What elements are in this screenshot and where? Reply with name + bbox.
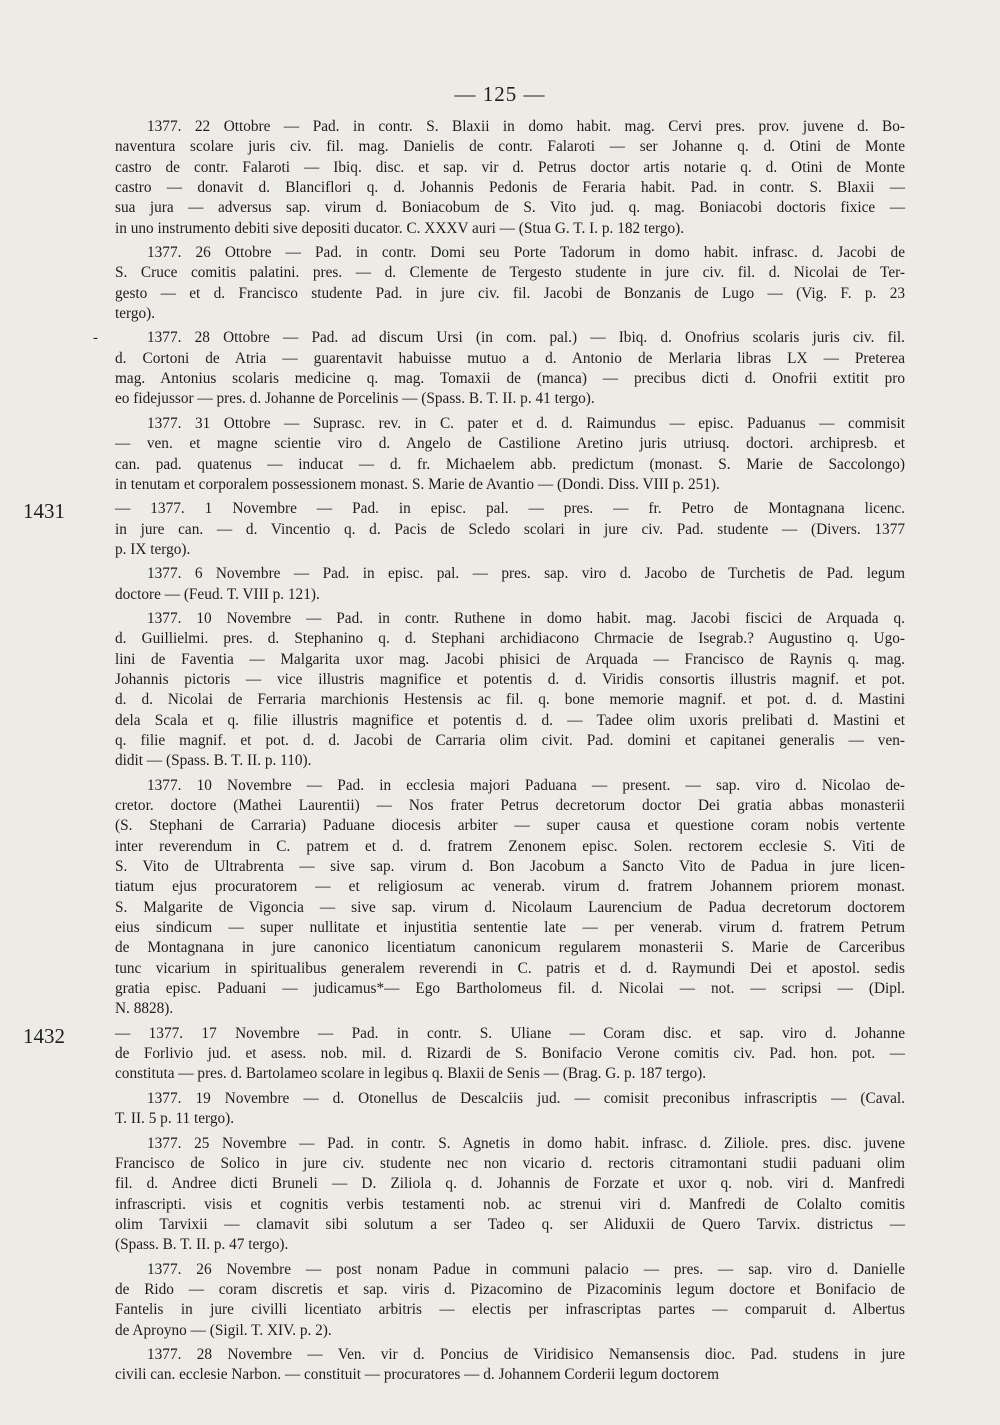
line-text: dela Scala et q. filie illustris magnifice et potentis d. d. — Tadee olim uxoris prelibati d. Mastini et (115, 711, 905, 729)
line-text: S. Vito de Ultrabrenta — sive sap. virum d. Bon Jacobum a Sancto Vito de Padua in jure licen- (115, 858, 905, 876)
text-line (115, 609, 905, 629)
line-text: — 1377. 1 Novembre — Pad. in episc. pal. — pres. — fr. Petro de Montagnana licenc. (115, 500, 905, 518)
line-text: in tenutam et corporalem possessionem monast. S. Marie de Avantio — (Dondi. Diss. VIII p. 251). (115, 475, 720, 493)
line-text: (S. Stephani de Carraria) Paduane diocesis arbiter — super causa et questione coram nobis vertente (115, 817, 905, 835)
text-line (115, 918, 905, 938)
text-line (115, 857, 905, 877)
line-text: 1377. 10 Novembre — Pad. in contr. Ruthene in domo habit. mag. Jacobi fiscici de Arquada q. (147, 609, 905, 627)
line-text: castro — donavit d. Blanciflori q. d. Johannis Pedonis de Feraria habit. Pad. in contr. S. Blaxii — (115, 179, 905, 197)
text-line (115, 1215, 905, 1235)
line-text: d. Guillielmi. pres. d. Stephanino q. d. Stephani archidiacono Chrmacie de Isegrab.? Augustino q. Ugo- (115, 630, 905, 648)
line-text: tergo). (115, 305, 156, 323)
text-line (115, 731, 905, 751)
line-text: — 1377. 17 Novembre — Pad. in contr. S. Uliane — Coram disc. et sap. viro d. Johanne (115, 1024, 905, 1042)
line-text: mag. Antonius scolaris medicine q. mag. Tomaxii de (manca) — precibus dicti d. Onofrii extitit pro (115, 370, 905, 388)
text-line (115, 455, 905, 475)
text-line (115, 414, 905, 434)
line-text: eo fidejussor — pres. d. Johanne de Porcelinis — (Spass. B. T. II. p. 41 tergo). (115, 390, 595, 408)
text-line (115, 540, 905, 560)
text-line (115, 1235, 905, 1255)
line-text: inter reverendum in C. patrem et d. d. fratrem Zenonem episc. Solen. rectorem ecclesie S. Viti de (115, 837, 905, 855)
text-line (115, 898, 905, 918)
line-text: didit — (Spass. B. T. II. p. 110). (115, 752, 312, 770)
text-line (115, 816, 905, 836)
line-text: N. 8828). (115, 1000, 174, 1018)
line-text: in jure can. — d. Vincentio q. d. Pacis de Scledo scolari in jure civ. Pad. studente — (Divers. 1377 (115, 520, 905, 538)
line-text: 1377. 25 Novembre — Pad. in contr. S. Agnetis in domo habit. infrasc. d. Ziliole. pres. disc. juvene (147, 1134, 905, 1152)
line-text: de Aproyno — (Sigil. T. XIV. p. 2). (115, 1321, 332, 1339)
text-line (115, 1345, 905, 1365)
line-text: eius sindicum — super nullitate et injustitia sententie late — per venerab. virum d. fratrem Petrum (115, 919, 905, 937)
text-line (115, 711, 905, 731)
line-text: 1377. 26 Ottobre — Pad. in contr. Domi seu Porte Tadorum in domo habit. infrasc. d. Jacobi de (147, 244, 905, 262)
text-line (23, 1023, 905, 1048)
text-line (115, 938, 905, 958)
line-text: de Rido — coram discretis et sap. viris d. Pizacomino de Pizacominis legum doctore et Bonifacio de (115, 1280, 905, 1298)
line-text: tunc vicarium in spiritualibus generalem reverendi in C. patris et d. d. Raymundi Dei et apostol. sedis (115, 959, 905, 977)
line-text: T. II. 5 p. 11 tergo). (115, 1110, 235, 1128)
text-line (115, 1064, 905, 1084)
text-line (115, 304, 905, 324)
line-text: doctore — (Feud. T. VIII p. 121). (115, 585, 320, 603)
text-line (115, 243, 905, 263)
line-text: cretor. doctore (Mathei Laurentii) — Nos frater Petrus decretorum doctor Dei gratia abbas monasterii (115, 797, 905, 814)
line-text: de Forlivio jud. et asess. nob. mil. d. Rizardi de S. Bonifacio Verone comitis civ. Pad. hon. pot. — (115, 1045, 905, 1063)
line-text: S. Malgarite de Vigoncia — sive sap. virum d. Nicolaum Laurencium de Padua decretorum doctorem (115, 898, 905, 916)
text-line (115, 564, 905, 584)
line-text: q. filie magnif. et pot. d. d. Jacobi de Carraria olim civit. Pad. domini et capitanei generalis — ven- (115, 731, 905, 749)
text-line (115, 178, 905, 198)
text-line (93, 328, 905, 348)
line-text: gratia episc. Paduani — judicamus*— Ego Bartholomeus fil. d. Nicolai — not. — scripsi — (Dipl. (115, 980, 905, 998)
text-line (115, 629, 905, 649)
text-line (115, 1300, 905, 1320)
line-text: sua jura — adversus sap. virum d. Boniacobum de S. Vito jud. q. mag. Boniacobi doctoris fixice — (115, 199, 905, 217)
line-text: naventura scolare juris civ. fil. mag. Danielis de contr. Falaroti — ser Johanne q. d. Otini de Monte (115, 138, 905, 156)
line-text: civili can. ecclesie Narbon. — constituit — procuratores — d. Johannem Corderii legum doctorem (115, 1366, 720, 1384)
text-line (115, 369, 905, 389)
line-text: d. Cortoni de Atria — guarentavit habuisse mutuo a d. Antonio de Merlaria libras LX — Preterea (115, 349, 905, 367)
line-text: p. IX tergo). (115, 540, 191, 558)
line-text: gesto — et d. Francisco studente Pad. in jure civ. fil. Jacobi de Bonzanis de Lugo — (Vig. F. p. 23 (115, 284, 905, 302)
text-line (115, 751, 905, 771)
text-line (115, 670, 905, 690)
line-text: can. pad. quatenus — inducat — d. fr. Michaelem abb. predictum (monast. S. Marie de Saccolongo) (115, 455, 905, 473)
line-text: 1377. 22 Ottobre — Pad. in contr. S. Blaxii in domo habit. mag. Cervi pres. prov. juvene d. Bo- (147, 118, 905, 135)
page-number: — 125 — (454, 82, 546, 106)
line-text: castro de contr. Falaroti — Ibiq. disc. et sap. vir d. Petrus doctor artis notarie q. d. Otini de Monte (115, 158, 905, 176)
line-text: olim Tarvixii — clamavit sibi solutum a ser Tadeo q. ser Aliduxii de Quero Tarvix. districtus — (115, 1215, 905, 1233)
text-line (115, 837, 905, 857)
text-line (115, 796, 905, 816)
line-text: fil. d. Andree dicti Bruneli — D. Ziliola q. d. Johannis de Forzate et uxor q. nob. viri d. Manfredi (115, 1175, 905, 1193)
text-line (115, 1089, 905, 1109)
text-line (115, 1260, 905, 1280)
margin-mark: - (93, 330, 98, 347)
line-text: Francisco de Solico in jure civ. studente nec non vicario d. rectoris citramontani studii paduani olim (115, 1154, 905, 1172)
line-text: in uno instrumento debiti sive depositi ducator. C. XXXV auri — (Stua G. T. I. p. 182 tergo). (115, 219, 685, 237)
text-line (115, 959, 905, 979)
document-number: 1432 (23, 1023, 65, 1048)
line-text: Fantelis in jure civilli licentiato arbitris — electis per infrascriptas partes — comparuit d. Albertus (115, 1301, 905, 1319)
text-line (115, 1134, 905, 1154)
line-text: d. d. Nicolai de Ferraria marchionis Hestensis ac fil. q. bone memorie magnif. et pot. d. d. Mastini (115, 691, 905, 709)
line-text: 1377. 26 Novembre — post nonam Padue in communi palacio — pres. — sap. viro d. Danielle (147, 1260, 905, 1278)
text-line (115, 158, 905, 178)
line-text: 1377. 6 Novembre — Pad. in episc. pal. — pres. sap. viro d. Jacobo de Turchetis de Pad. legum (147, 565, 905, 583)
line-text: 1377. 31 Ottobre — Suprasc. rev. in C. pater et d. d. Raimundus — episc. Paduanus — commisit (147, 414, 905, 432)
text-line (115, 520, 905, 540)
text-line (115, 137, 905, 157)
document-number: 1431 (23, 499, 65, 524)
text-line (115, 349, 905, 369)
text-line (23, 499, 905, 524)
line-text: tiatum ejus procuratorem — et religiosum ac venerab. virum d. fratrem Johannem priorem monast. (115, 878, 905, 896)
text-line (115, 198, 905, 218)
text-line (115, 1365, 905, 1385)
text-line (115, 1154, 905, 1174)
text-line (115, 877, 905, 897)
text-line (115, 1044, 905, 1064)
line-text: lini de Faventia — Malgarita uxor mag. Jacobi phisici de Arquada — Francisco de Raynis q. mag. (115, 650, 905, 668)
text-line (115, 690, 905, 710)
text-line (115, 1321, 905, 1341)
document-body (23, 117, 905, 1386)
line-text: S. Cruce comitis palatini. pres. — d. Clemente de Tergesto studente in jure civ. fil. d. Nicolai de Ter- (115, 264, 905, 282)
text-line (115, 1195, 905, 1215)
text-line (115, 1280, 905, 1300)
text-line (115, 475, 905, 495)
text-line (115, 585, 905, 605)
line-text: de Montagnana in jure canonico licentiatum canonicum regularem monasterii S. Marie de Carceribus (115, 939, 905, 957)
line-text: 1377. 19 Novembre — d. Otonellus de Descalciis jud. — comisit preconibus infrascriptis — (Caval. (147, 1089, 905, 1107)
text-line (115, 434, 905, 454)
line-text: (Spass. B. T. II. p. 47 tergo). (115, 1236, 289, 1254)
line-text: 1377. 28 Ottobre — Pad. ad discum Ursi (in com. pal.) — Ibiq. d. Onofrius scolaris juris civ. fil. (147, 329, 905, 347)
line-text: constituta — pres. d. Bartolameo scolare in legibus q. Blaxii de Senis — (Brag. G. p. 187 tergo). (115, 1065, 707, 1083)
text-line (115, 219, 905, 239)
text-line (115, 979, 905, 999)
text-line (115, 999, 905, 1019)
text-line (115, 389, 905, 409)
text-line (115, 650, 905, 670)
text-line (115, 1174, 905, 1194)
line-text: 1377. 10 Novembre — Pad. in ecclesia majori Paduana — present. — sap. viro d. Nicolao de- (147, 776, 905, 794)
text-line (115, 117, 905, 137)
text-line (115, 776, 905, 796)
text-line (115, 284, 905, 304)
text-line (115, 263, 905, 283)
line-text: infrascripti. visis et cognitis verbis testamenti nob. ac strenui viri d. Manfredi de Colalto comitis (115, 1195, 905, 1213)
line-text: Johannis pictoris — vice illustris magnifice et potentis d. d. Viridis consortis illustris magnif. et pot. (115, 670, 905, 688)
text-line (115, 1109, 905, 1129)
line-text: 1377. 28 Novembre — Ven. vir d. Poncius de Viridisico Nemansensis dioc. Pad. studens in jure (147, 1345, 905, 1363)
line-text: — ven. et magne scientie viro d. Angelo de Castilione Aretino juris utriusq. doctori. archipresb. et (115, 435, 905, 453)
